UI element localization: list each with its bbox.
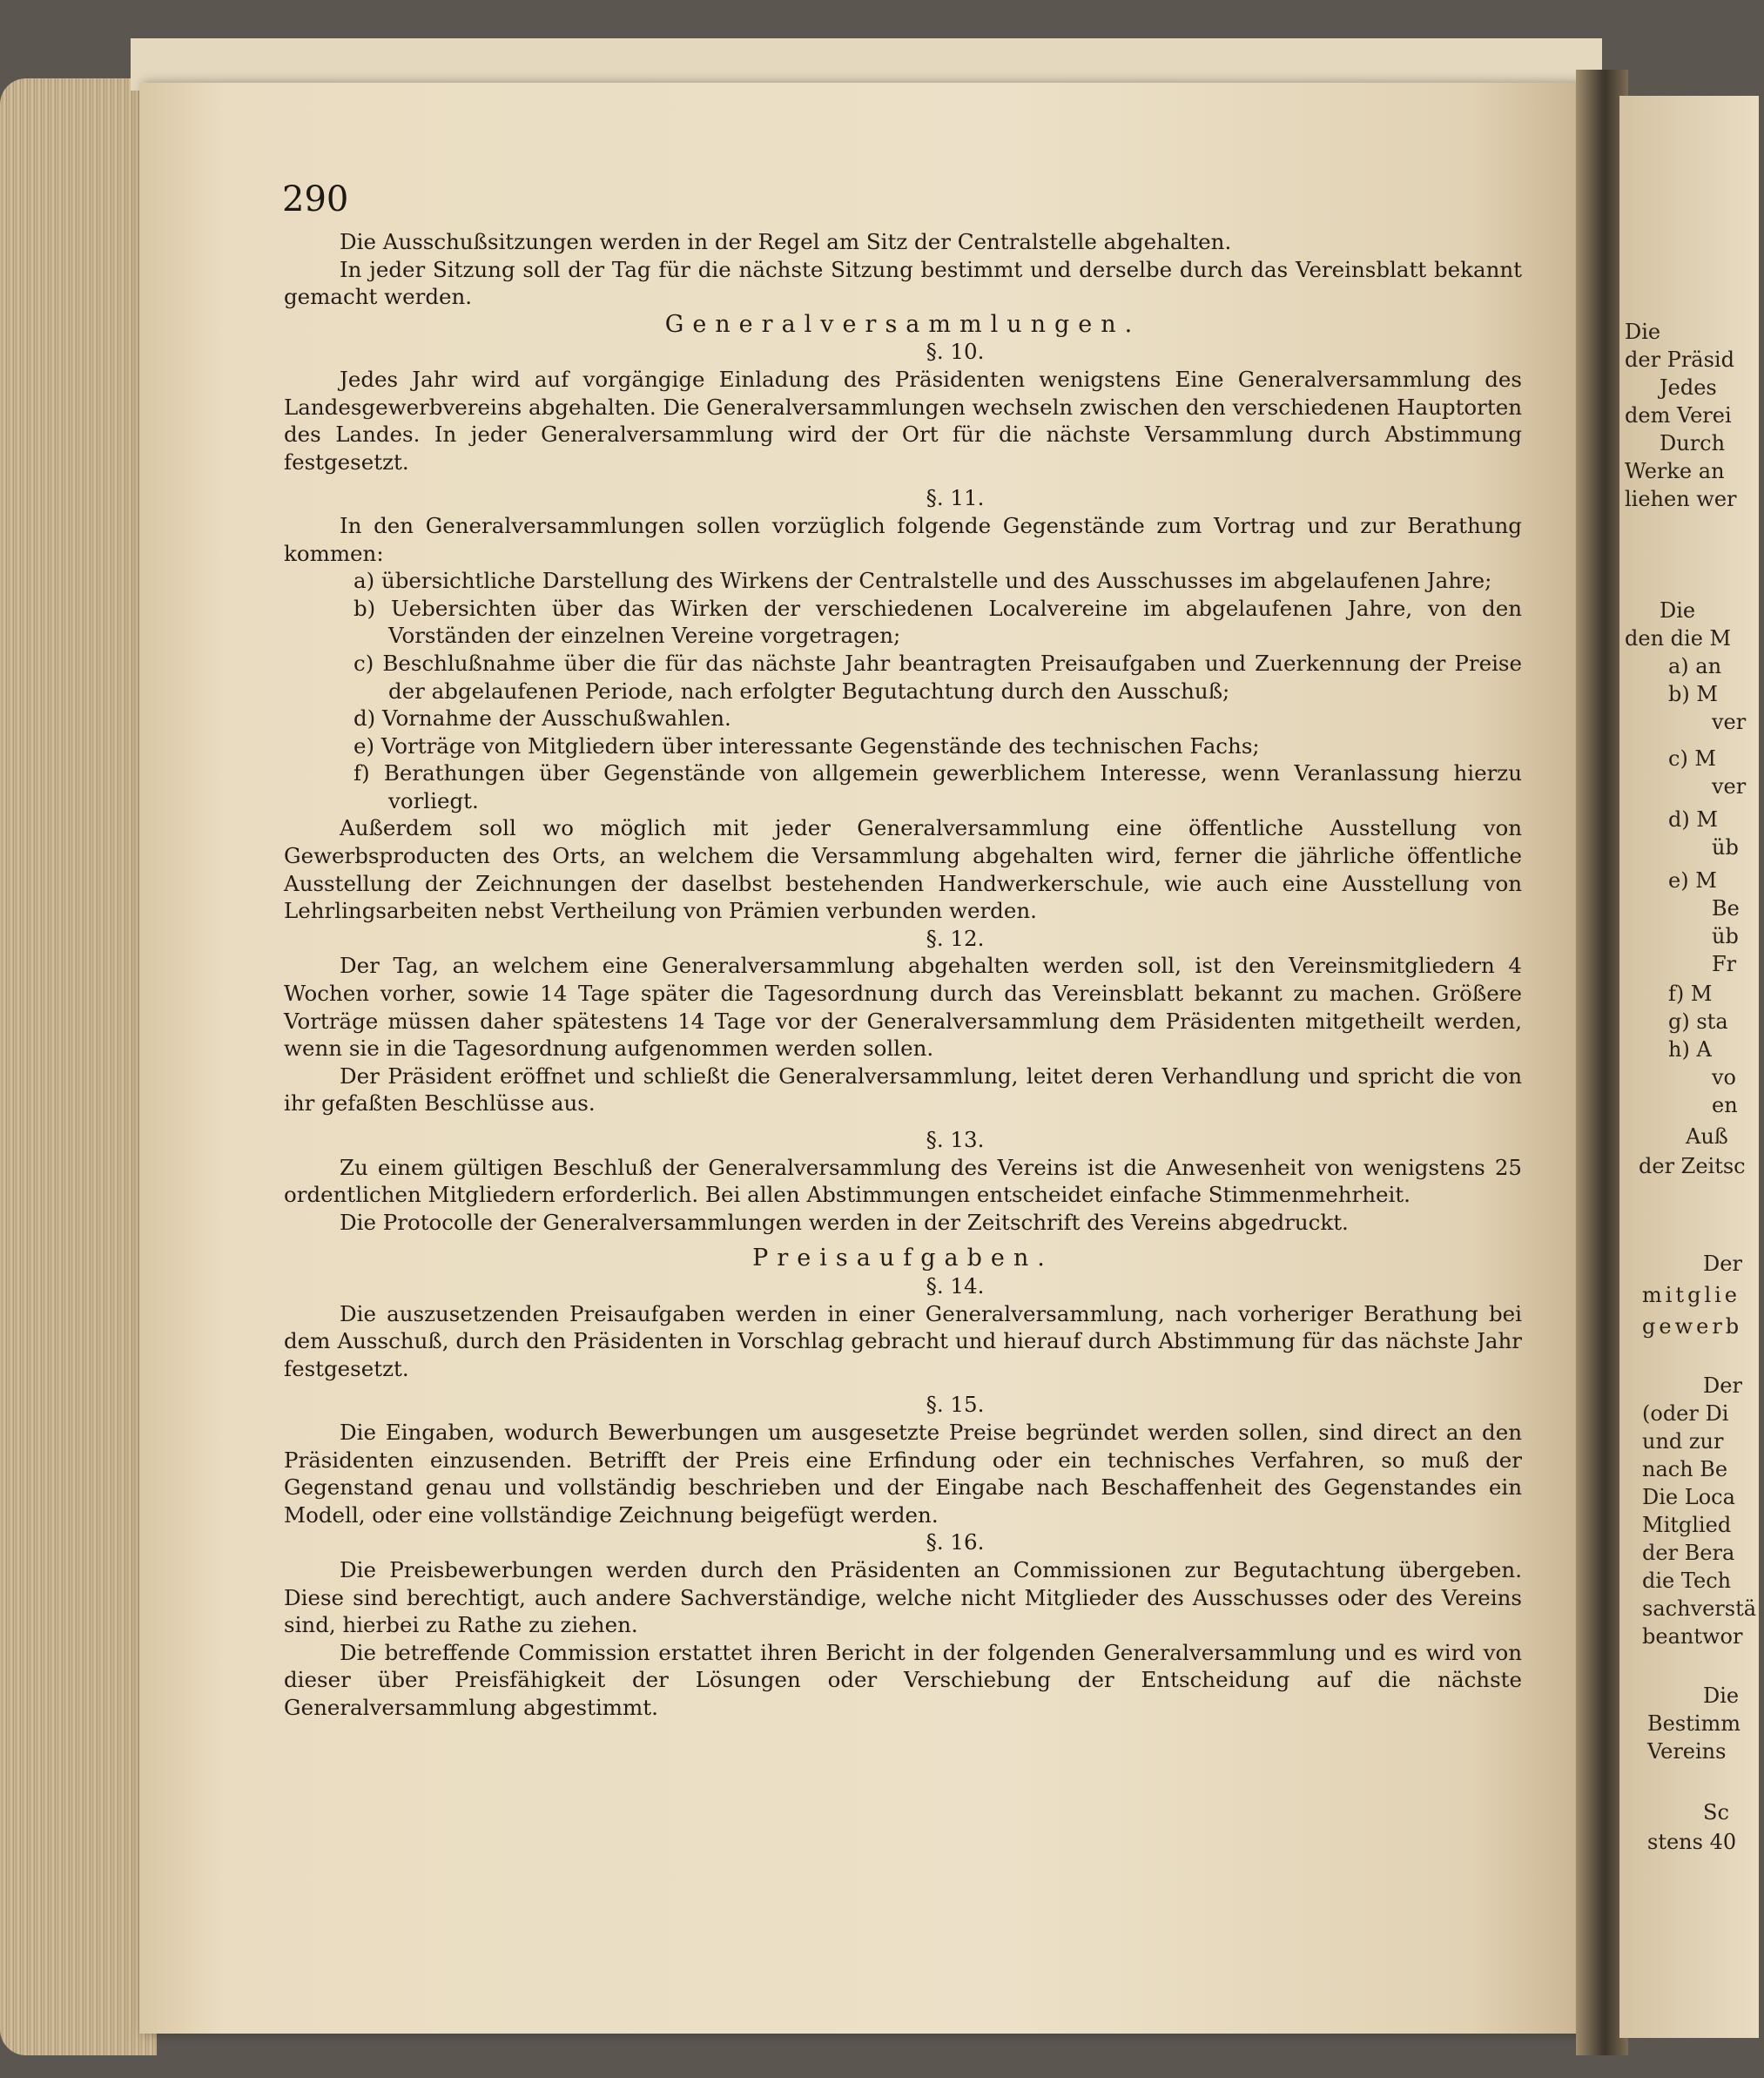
right-fragment: die Tech	[1642, 1569, 1732, 1593]
right-fragment: vo	[1712, 1065, 1737, 1090]
list-item: c) Beschlußnahme über die für das nächste Jahr beantragten Preisaufgaben und Zuerkennung der Preise der abgelaufenen Periode, nach erfolgter Begutachtung durch den Ausschuß;	[353, 650, 1522, 704]
section-number: §. 12.	[926, 925, 985, 951]
right-fragment: üb	[1712, 835, 1739, 860]
right-fragment: a) an	[1668, 654, 1722, 678]
left-page-text	[284, 228, 1522, 1721]
paragraph: In jeder Sitzung soll der Tag für die nächste Sitzung bestimmt und derselbe durch das Vereinsblatt bekannt gemacht werden.	[284, 256, 1522, 310]
paragraph: Der Tag, an welchem eine Generalversammlung abgehalten werden soll, ist den Vereinsmitgliedern 4 Wochen vorher, sowie 14 Tage später die Tagesordnung durch das Vereinsblatt bekannt zu machen. Größere Vorträge müssen daher spätestens 14 Tage vor der Generalversammlung dem Präsidenten mitgetheilt werden, wenn sie in die Tagesordnung aufgenommen werden sollen.	[284, 953, 1522, 1062]
section-number: §. 13.	[926, 1127, 985, 1152]
right-fragment: nach Be	[1642, 1457, 1728, 1481]
right-fragment: Durch	[1660, 431, 1726, 455]
page-number: 290	[282, 179, 349, 219]
paragraph: In den Generalversammlungen sollen vorzüglich folgende Gegenstände zum Vortrag und zur Berathung kommen:	[284, 512, 1522, 566]
right-fragment: beantwor	[1642, 1624, 1743, 1649]
section-heading-generalversammlungen: Generalversammlungen.	[664, 310, 1141, 338]
section-heading-preisaufgaben: Preisaufgaben.	[752, 1245, 1054, 1272]
right-fragment: Auß	[1686, 1124, 1728, 1149]
right-fragment: Vereins	[1647, 1739, 1727, 1764]
paragraph: Die betreffende Commission erstattet ihren Bericht in der folgenden Generalversammlung und es wird von dieser über Preisfähigkeit der Lösungen oder Verschiebung der Entscheidung auf die nächste Generalversammlung abgestimmt.	[284, 1639, 1522, 1720]
right-fragment: Der	[1703, 1252, 1742, 1276]
right-fragment: der Zeitsc	[1639, 1154, 1746, 1178]
right-fragment: b) M	[1668, 682, 1718, 706]
section-number: §. 11.	[926, 485, 985, 511]
right-fragment: Die	[1703, 1683, 1740, 1708]
section-number: §. 10.	[926, 339, 985, 365]
right-fragment: der Bera	[1642, 1541, 1735, 1565]
list-item: f) Berathungen über Gegenstände von allgemein gewerblichem Interesse, wenn Veranlassung hierzu vorliegt.	[353, 760, 1522, 813]
right-fragment: und zur	[1642, 1429, 1724, 1454]
right-fragment: Der	[1703, 1373, 1742, 1398]
paragraph: Die Eingaben, wodurch Bewerbungen um ausgesetzte Preise begründet werden sollen, sind direct an den Präsidenten einzusenden. Betrifft der Preis eine Erfindung oder ein technisches Verfahren, so muß der Gegenstand genau und vollständig beschrieben und der Eingabe nach Beschaffenheit des Gegenstandes ein Modell, oder eine vollständige Zeichnung beigefügt werden.	[284, 1419, 1522, 1528]
right-fragment: ver	[1712, 774, 1747, 799]
right-fragment: Werke an	[1625, 459, 1725, 483]
right-fragment: (oder Di	[1642, 1401, 1729, 1426]
paragraph: Die Preisbewerbungen werden durch den Präsidenten an Commissionen zur Begutachtung übergeben. Diese sind berechtigt, auch andere Sachverständige, welche nicht Mitglieder des Ausschusses oder des Vereins sind, hierbei zu Rathe zu ziehen.	[284, 1556, 1522, 1638]
right-fragment: en	[1712, 1093, 1738, 1117]
right-fragment: der Präsid	[1625, 347, 1734, 372]
right-fragment: mitglie	[1642, 1283, 1740, 1307]
right-fragment: dem Verei	[1625, 403, 1732, 428]
section-number: §. 14.	[926, 1272, 985, 1299]
right-fragment: den die M	[1625, 626, 1732, 651]
right-fragment: stens 40	[1647, 1830, 1737, 1854]
right-fragment: Die Loca	[1642, 1485, 1735, 1509]
right-fragment: sachverstä	[1642, 1596, 1757, 1621]
paragraph: Außerdem soll wo möglich mit jeder Generalversammlung eine öffentliche Ausstellung von Gewerbsproducten des Orts, an welchem die Versammlung abgehalten wird, ferner die jährliche öffentliche Ausstellung der Zeichnungen der daselbst bestehenden Handwerkerschule, wie auch eine Ausstellung von Lehrlingsarbeiten nebst Vertheilung von Prämien verbunden werden.	[284, 815, 1522, 924]
paragraph: Jedes Jahr wird auf vorgängige Einladung des Präsidenten wenigstens Eine Generalversammlung des Landesgewerbvereins abgehalten. Die Generalversammlungen wechseln zwischen den verschiedenen Hauptorten des Landes. In jeder Generalversammlung wird der Ort für die nächste Versammlung durch Abstimmung festgesetzt.	[284, 366, 1522, 475]
paragraph: Die auszusetzenden Preisaufgaben werden in einer Generalversammlung, nach vorheriger Berathung bei dem Ausschuß, durch den Präsidenten in Vorschlag gebracht und hierauf durch Abstimmung für das nächste Jahr festgesetzt.	[284, 1300, 1522, 1381]
paragraph: Die Ausschußsitzungen werden in der Regel am Sitz der Centralstelle abgehalten.	[340, 229, 1232, 254]
right-fragment: Die	[1625, 320, 1661, 344]
right-fragment: h) A	[1668, 1037, 1712, 1062]
list-item: a) übersichtliche Darstellung des Wirkens der Centralstelle und des Ausschusses im abgelaufenen Jahre;	[353, 568, 1492, 594]
right-fragment: g) sta	[1668, 1009, 1728, 1034]
right-fragment: c) M	[1668, 746, 1717, 771]
book-page-edges	[0, 78, 157, 2055]
right-fragment: f) M	[1668, 982, 1713, 1006]
right-fragment: Mitglied	[1642, 1513, 1732, 1537]
list-item: b) Uebersichten über das Wirken der verschiedenen Localvereine im abgelaufenen Jahre, von den Vorständen der einzelnen Vereine vorgetragen;	[353, 595, 1522, 649]
right-fragment: e) M	[1668, 868, 1717, 893]
right-fragment: Bestimm	[1647, 1711, 1740, 1736]
section-number: §. 15.	[926, 1392, 985, 1418]
right-fragment: gewerb	[1642, 1314, 1743, 1339]
right-fragment: Jedes	[1660, 375, 1717, 400]
right-fragment: Be	[1712, 896, 1740, 921]
right-fragment: ver	[1712, 710, 1747, 734]
list-item: e) Vorträge von Mitgliedern über interessante Gegenstände des technischen Fachs;	[353, 732, 1260, 759]
section-number: §. 16.	[926, 1529, 985, 1555]
list-item: d) Vornahme der Ausschußwahlen.	[353, 705, 731, 732]
paragraph: Die Protocolle der Generalversammlungen werden in der Zeitschrift des Vereins abgedruckt.	[340, 1209, 1349, 1235]
right-fragment: üb	[1712, 924, 1739, 948]
right-fragment: Fr	[1712, 952, 1737, 976]
right-fragment: Sc	[1703, 1800, 1729, 1825]
paragraph: Zu einem gültigen Beschluß der Generalversammlung des Vereins ist die Anwesenheit von wenigstens 25 ordentlichen Mitgliedern erforderlich. Bei allen Abstimmungen entscheidet einfache Stimmenmehrheit.	[284, 1154, 1522, 1208]
right-fragment: d) M	[1668, 807, 1718, 832]
right-fragment: Die	[1660, 598, 1696, 623]
right-fragment: liehen wer	[1625, 487, 1737, 511]
paragraph: Der Präsident eröffnet und schließt die Generalversammlung, leitet deren Verhandlung und spricht die von ihr gefaßten Beschlüsse aus.	[284, 1063, 1522, 1117]
